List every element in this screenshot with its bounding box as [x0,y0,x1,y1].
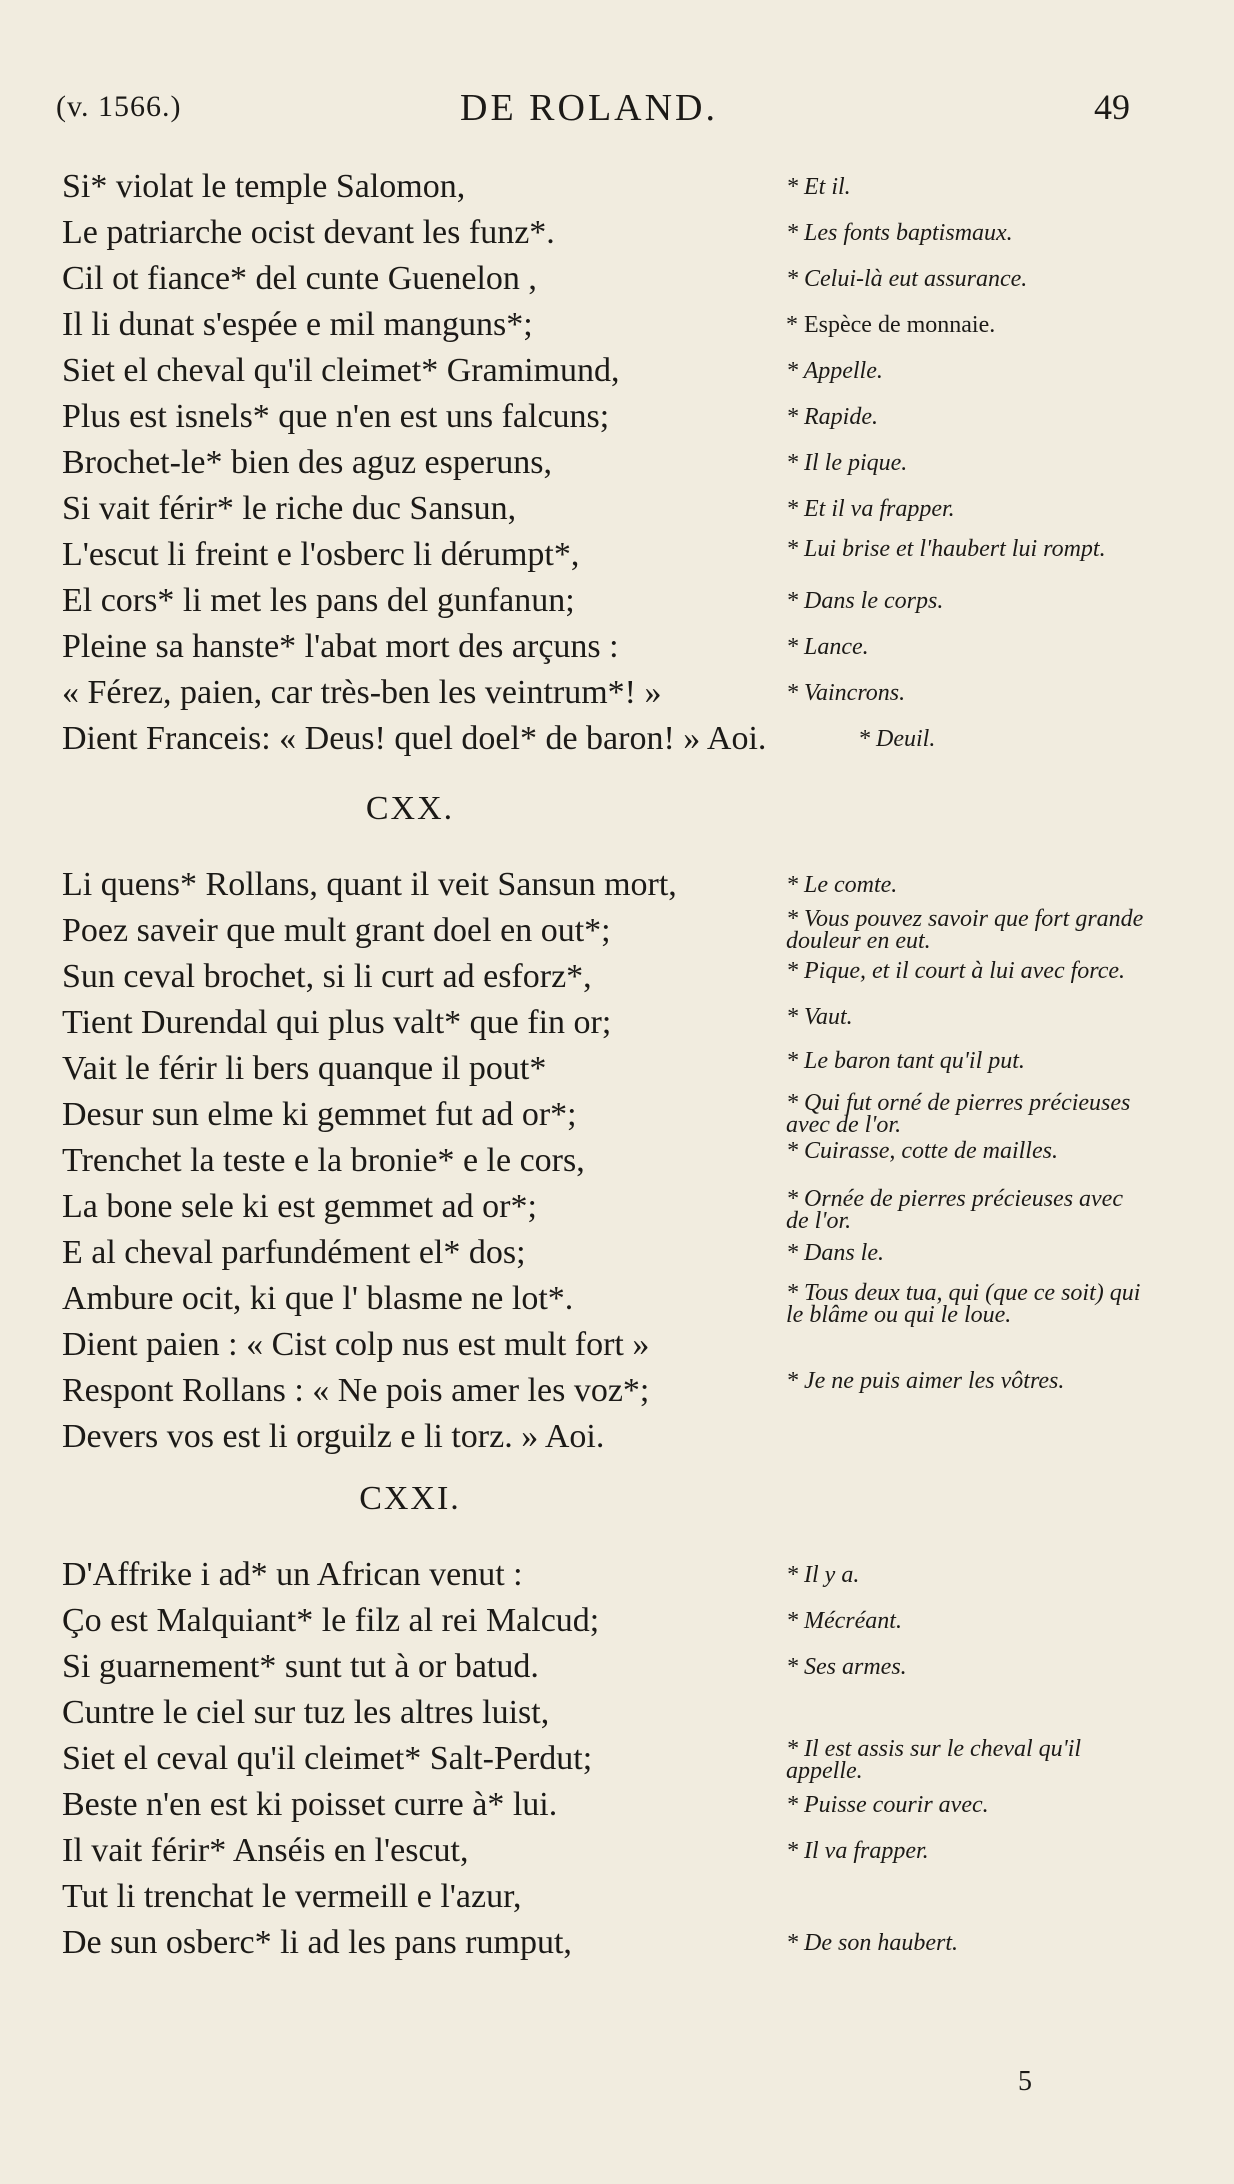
gloss-note: * Les fonts baptismaux. [786,220,1013,246]
gloss-note: * Vous pouvez savoir que fort grande douleur en eut. [786,906,1144,954]
verse-text: E al cheval parfundément el* dos; [62,1234,526,1271]
gloss-note: * Mécréant. [786,1608,902,1634]
verse-text: Vait le férir li bers quanque il pout* [62,1050,547,1087]
gloss-note: * Il est assis sur le cheval qu'il appelle. [786,1736,1082,1784]
gloss-note: * Et il. [786,174,851,200]
running-title: DE ROLAND. [460,87,718,129]
verse-text: El cors* li met les pans del gunfanun; [62,582,575,619]
verse-text: Il li dunat s'espée e mil manguns*; [62,306,533,343]
stanza-heading: CXX. [365,790,455,827]
verse-text: Cuntre le ciel sur tuz les altres luist, [62,1694,550,1731]
folio-number: 49 [1094,87,1130,127]
verse-text: Poez saveir que mult grant doel en out*; [62,912,611,949]
gloss-note: * Lui brise et l'haubert lui rompt. [786,536,1106,562]
verse-range: (v. 1566.) [56,90,182,123]
verse-text: De sun osberc* li ad les pans rumput, [62,1924,572,1961]
verse-text: Trenchet la teste e la bronie* e le cors, [62,1142,585,1179]
verse-text: La bone sele ki est gemmet ad or*; [62,1188,537,1225]
gloss-note: * Rapide. [786,404,878,430]
gloss-note: * Ses armes. [786,1654,907,1680]
gloss-note: * Appelle. [786,358,883,384]
gloss-note: * Espèce de monnaie. [786,312,996,338]
verse-text: « Férez, paien, car très-ben les veintrum*! » [62,674,662,711]
gloss-note: * Tous deux tua, qui (que ce soit) qui le blâme ou qui le loue. [786,1280,1141,1328]
gloss-note: * Le comte. [786,872,898,898]
gloss-note: * Il le pique. [786,450,908,476]
verse-text: Siet el cheval qu'il cleimet* Gramimund, [62,352,620,389]
verse-text: Tut li trenchat le vermeill e l'azur, [62,1878,522,1915]
verse-text: Desur sun elme ki gemmet fut ad or*; [62,1096,577,1133]
running-header [48,86,1130,136]
verse-text: Dient Franceis: « Deus! quel doel* de baron! » Aoi. [62,720,767,757]
gloss-note: * Le baron tant qu'il put. [786,1048,1025,1074]
verse-text: Tient Durendal qui plus valt* que fin or; [62,1004,612,1041]
verse-text: Sun ceval brochet, si li curt ad esforz*, [62,958,592,995]
verse-text: Respont Rollans : « Ne pois amer les voz*; [62,1372,650,1409]
gloss-note: * Pique, et il court à lui avec force. [786,958,1126,984]
gloss-note: * Vaut. [786,1004,853,1030]
verse-text: D'Affrike i ad* un African venut : [62,1556,523,1593]
gloss-note: * Dans le. [786,1240,884,1266]
verse-text: Brochet-le* bien des aguz esperuns, [62,444,552,481]
gloss-note: * Vaincrons. [786,680,906,706]
verse-text: Il vait férir* Anséis en l'escut, [62,1832,469,1869]
stanza-heading: CXXI. [359,1480,461,1517]
verse-text: L'escut li freint e l'osberc li dérumpt*, [62,536,580,573]
gloss-note: * Il y a. [786,1562,860,1588]
gloss-note: * Puisse courir avec. [786,1792,989,1818]
verse-text: Si guarnement* sunt tut à or batud. [62,1648,539,1685]
gloss-note: * Deuil. [858,726,936,752]
verse-text: Le patriarche ocist devant les funz*. [62,214,555,251]
verse-text: Siet el ceval qu'il cleimet* Salt-Perdut; [62,1740,593,1777]
verse-text: Dient paien : « Cist colp nus est mult fort » [62,1326,650,1363]
verse-text: Cil ot fiance* del cunte Guenelon , [62,260,537,297]
verse-text: Li quens* Rollans, quant il veit Sansun mort, [62,866,677,903]
gloss-note: * Je ne puis aimer les vôtres. [786,1368,1065,1394]
gloss-note: * Lance. [786,634,869,660]
gloss-note: * Ornée de pierres précieuses avec de l'or. [786,1186,1123,1234]
signature-number: 5 [1018,2066,1032,2097]
gloss-note: * Dans le corps. [786,588,944,614]
gloss-note: * Celui-là eut assurance. [786,266,1028,292]
verse-text: Plus est isnels* que n'en est uns falcuns; [62,398,610,435]
verse-text: Devers vos est li orguilz e li torz. » Aoi. [62,1418,605,1455]
gloss-note: * Cuirasse, cotte de mailles. [786,1138,1058,1164]
gloss-note: * Et il va frapper. [786,496,955,522]
verse-text: Si vait férir* le riche duc Sansun, [62,490,517,527]
verse-text: Ço est Malquiant* le filz al rei Malcud; [62,1602,600,1639]
gloss-note: * Il va frapper. [786,1838,929,1864]
gloss-note: * De son haubert. [786,1930,958,1956]
verse-text: Pleine sa hanste* l'abat mort des arçuns : [62,628,619,665]
gloss-note: * Qui fut orné de pierres précieuses avec de l'or. [786,1090,1131,1138]
verse-text: Ambure ocit, ki que l' blasme ne lot*. [62,1280,574,1317]
verse-text: Beste n'en est ki poisset curre à* lui. [62,1786,558,1823]
verse-text: Si* violat le temple Salomon, [62,168,466,205]
